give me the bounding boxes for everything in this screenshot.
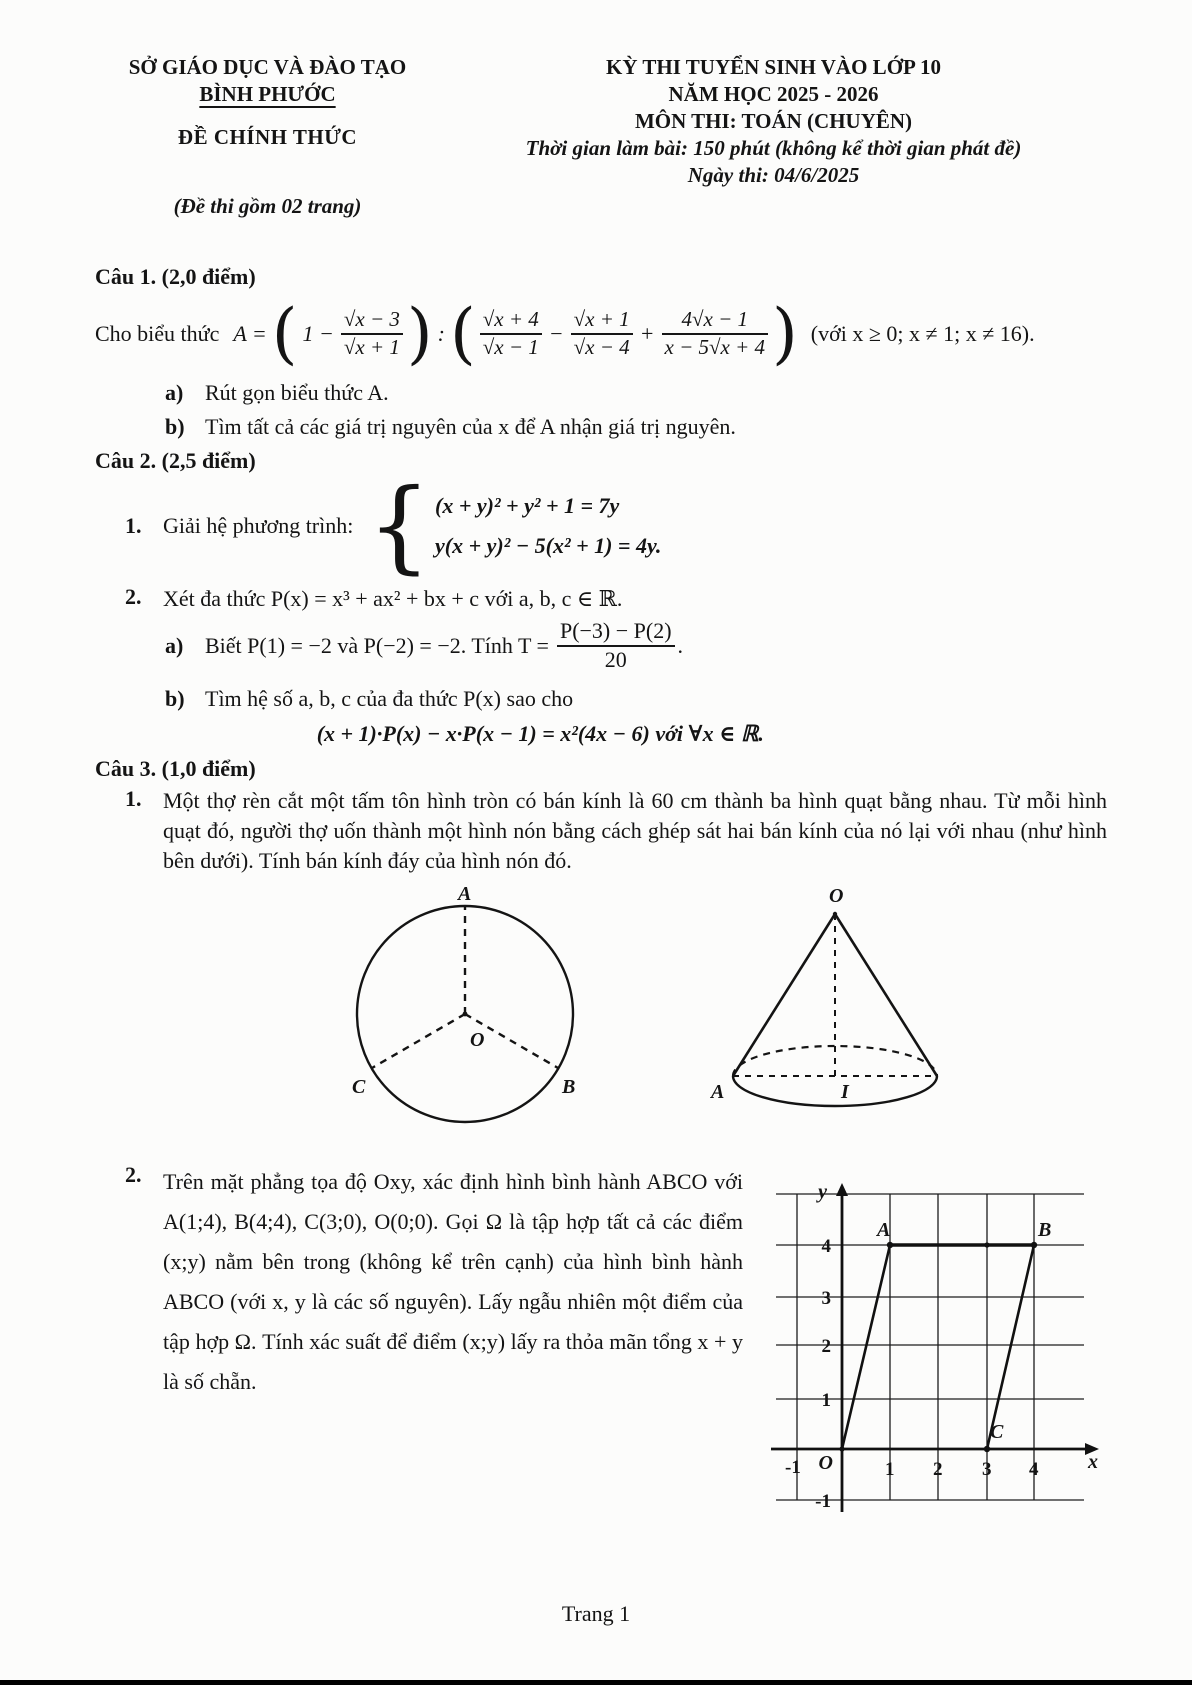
cau2-part-b: b) Tìm hệ số a, b, c của đa thức P(x) sao cho (165, 682, 1107, 716)
circle-label-a: A (458, 886, 472, 905)
cone-slant-left (733, 914, 835, 1076)
cau1-expression-row (95, 292, 1107, 376)
cau2-item1-text: Giải hệ phương trình: (163, 513, 354, 538)
cone-label-i: I (841, 1081, 849, 1103)
cau1-intro: Cho biểu thức (95, 321, 220, 346)
issuer-line1: SỞ GIÁO DỤC VÀ ĐÀO TẠO (128, 55, 407, 79)
cau1-title: Câu 1. (2,0 điểm) (95, 264, 256, 289)
cau3-figures (95, 886, 1107, 1136)
svg-text:4: 4 (1029, 1459, 1039, 1480)
cone-base-front (733, 1076, 937, 1106)
minus-op: − (548, 321, 564, 346)
exam-name: KỲ THI TUYỂN SINH VÀO LỚP 10 (606, 55, 941, 79)
cau2-title: Câu 2. (2,5 điểm) (95, 448, 256, 473)
issuer-province: BÌNH PHƯỚC (199, 82, 336, 106)
cau2-item1: 1. Giải hệ phương trình: { (x + y)² + y² + 1 = 7y y(x + y)² − 5(x² + 1) = 4y. (125, 467, 662, 584)
cau2-item2: 2. Xét đa thức P(x) = x³ + ax² + bx + c với a, b, c ∈ ℝ. (125, 584, 1107, 614)
cau3-item2: 2. Trên mặt phẳng tọa độ Oxy, xác định hình bình hành ABCO với A(1;4), B(4;4), C(3;0), O(0;0). Gọi Ω là tập hợp tất cả các điểm (x;y) nằm bên trong (không kể trên cạnh) của hình bình hành ABCO (với x, y là các số nguyên). Lấy ngẫu nhiên một điểm của tập hợp Ω. Tính xác suất để điểm (x;y) lấy ra thỏa mãn tổng x + y là số chẵn. (125, 1162, 743, 1527)
cone-label-a: A (711, 1081, 725, 1103)
svg-text:-1: -1 (785, 1457, 801, 1478)
cau3-item1: 1. Một thợ rèn cắt một tấm tôn hình tròn có bán kính là 60 cm thành ba hình quạt bằng nhau. Từ mỗi hình quạt đó, người thợ uốn thành một hình nón bằng cách ghép sát hai bán kính của nó lại với nhau (như hình bên dưới). Tính bán kính đáy của hình nón đó. (125, 786, 1107, 876)
y-axis-arrow (836, 1183, 848, 1196)
official-exam-label: ĐỀ CHÍNH THỨC (177, 125, 358, 149)
origin-label: O (818, 1452, 833, 1474)
exam-date: Ngày thi: 04/6/2025 (687, 163, 860, 187)
svg-text:1: 1 (885, 1459, 895, 1480)
system-eq2: y(x + y)² − 5(x² + 1) = 4y. (435, 533, 662, 558)
x-axis-label: x (1088, 1451, 1098, 1473)
cau1-part-b: b) Tìm tất cả các giá trị nguyên của x để A nhận giá trị nguyên. (165, 410, 1107, 444)
circle-figure (340, 886, 590, 1136)
cau3-item1-text: Một thợ rèn cắt một tấm tôn hình tròn có bán kính là 60 cm thành ba hình quạt bằng nhau. Từ mỗi hình quạt đó, người thợ uốn thành một hình nón bằng cách ghép sát hai bán kính của nó lại với nhau (như hình bên dưới). Tính bán kính đáy của hình nón đó. (163, 788, 1107, 873)
equation-system (435, 493, 661, 559)
cau2-part-a-text: Biết P(1) = −2 và P(−2) = −2. Tính T = (205, 633, 549, 658)
page-count-note: (Đề thi gồm 02 trang) (173, 194, 362, 218)
cone-figure (683, 886, 983, 1136)
cau1-formula: A = ( 1 − $\frac{√x - 3}{√x + 1}$ ) : ( $\frac{√x + 4}{√x - 1}$ − $\frac{√x + 1}{√x - 4}$ + $\frac{4√x - 1}{x - 5√x + 4}$ ) (233, 295, 798, 372)
cau3-item2-text: Trên mặt phẳng tọa độ Oxy, xác định hình bình hành ABCO với A(1;4), B(4;4), C(3;0), O(0;0). Gọi Ω là tập hợp tất cả các điểm (x;y) nằm bên trong (không kể trên cạnh) của hình bình hành ABCO (với x, y là các số nguyên). Lấy ngẫu nhiên một điểm của tập hợp Ω. Tính xác suất để điểm (x;y) lấy ra thỏa mãn tổng x + y là số chẵn. (163, 1169, 743, 1394)
header-right-block (440, 54, 1107, 189)
exam-header (95, 54, 1107, 220)
duration-line: Thời gian làm bài: 150 phút (không kể thời gian phát đề) (525, 136, 1022, 160)
point-label-b: B (1038, 1219, 1052, 1241)
point-label-c: C (990, 1421, 1004, 1443)
circle-label-c: C (352, 1076, 366, 1098)
coordinate-graph (751, 1182, 1107, 1522)
circle-radii (372, 906, 558, 1068)
cau3-title: Câu 3. (1,0 điểm) (95, 756, 256, 781)
cau1-domain-condition: (với x ≥ 0; x ≠ 1; x ≠ 16). (810, 321, 1035, 346)
svg-text:3: 3 (982, 1459, 992, 1480)
cone-slant-right (835, 914, 937, 1076)
cau1-part-a-text: Rút gọn biểu thức A. (205, 380, 389, 405)
cau2-item2-text: Xét đa thức P(x) = x³ + ax² + bx + c với a, b, c ∈ ℝ. (163, 586, 623, 611)
svg-text:1: 1 (821, 1390, 831, 1411)
point-label-a: A (877, 1219, 891, 1241)
y-axis-label: y (818, 1182, 827, 1203)
cone-label-o: O (829, 886, 844, 907)
page-number: Trang 1 (561, 1601, 631, 1626)
coordinate-graph-wrap (751, 1182, 1107, 1527)
school-year: NĂM HỌC 2025 - 2026 (668, 82, 879, 106)
svg-text:2: 2 (821, 1336, 831, 1357)
svg-text:3: 3 (821, 1288, 831, 1309)
fraction-3: $\frac{√x + 1}{√x - 4}$ (571, 307, 633, 360)
scan-bottom-edge (0, 1680, 1192, 1685)
fraction-4: $\frac{4√x - 1}{x - 5√x + 4}$ (662, 307, 769, 360)
formula-lhs: A = (233, 321, 267, 346)
one-minus: 1 − (302, 321, 334, 346)
divide-colon: : (437, 321, 445, 346)
cau1-part-a: a) Rút gọn biểu thức A. (165, 376, 1107, 410)
svg-text:2: 2 (933, 1459, 943, 1480)
plus-op: + (639, 321, 655, 346)
side-bc (987, 1245, 1034, 1449)
cau3-item2-row (95, 1162, 1107, 1527)
fraction-2: $\frac{√x + 4}{√x - 1}$ (480, 307, 542, 360)
system-eq1: (x + y)² + y² + 1 = 7y (435, 493, 620, 518)
t-fraction: $\frac{P(-3) - P(2)}{20}$ (557, 618, 675, 674)
circle-label-o: O (470, 1029, 485, 1051)
cau2-part-b-equation: (x + 1)·P(x) − x·P(x − 1) = x²(4x − 6) với ∀x ∈ ℝ. (316, 721, 764, 746)
svg-text:4: 4 (821, 1236, 831, 1257)
cau2-part-b-text: Tìm hệ số a, b, c của đa thức P(x) sao cho (205, 686, 574, 711)
circle-label-b: B (562, 1076, 576, 1098)
cau2-part-a: a) Biết P(1) = −2 và P(−2) = −2. Tính T = $\frac{P(-3) - P(2)}{20}$ . (165, 618, 684, 672)
subject-line: MÔN THI: TOÁN (CHUYÊN) (634, 109, 913, 133)
header-left-block (95, 54, 440, 220)
svg-text:-1: -1 (815, 1491, 831, 1512)
fraction-1: $\frac{√x - 3}{√x + 1}$ (341, 307, 403, 360)
center-dot (463, 1012, 468, 1017)
cau1-part-b-text: Tìm tất cả các giá trị nguyên của x để A nhận giá trị nguyên. (205, 414, 736, 439)
side-oa (842, 1245, 890, 1449)
apex-dot (833, 912, 837, 916)
sentence-period: . (677, 633, 684, 658)
